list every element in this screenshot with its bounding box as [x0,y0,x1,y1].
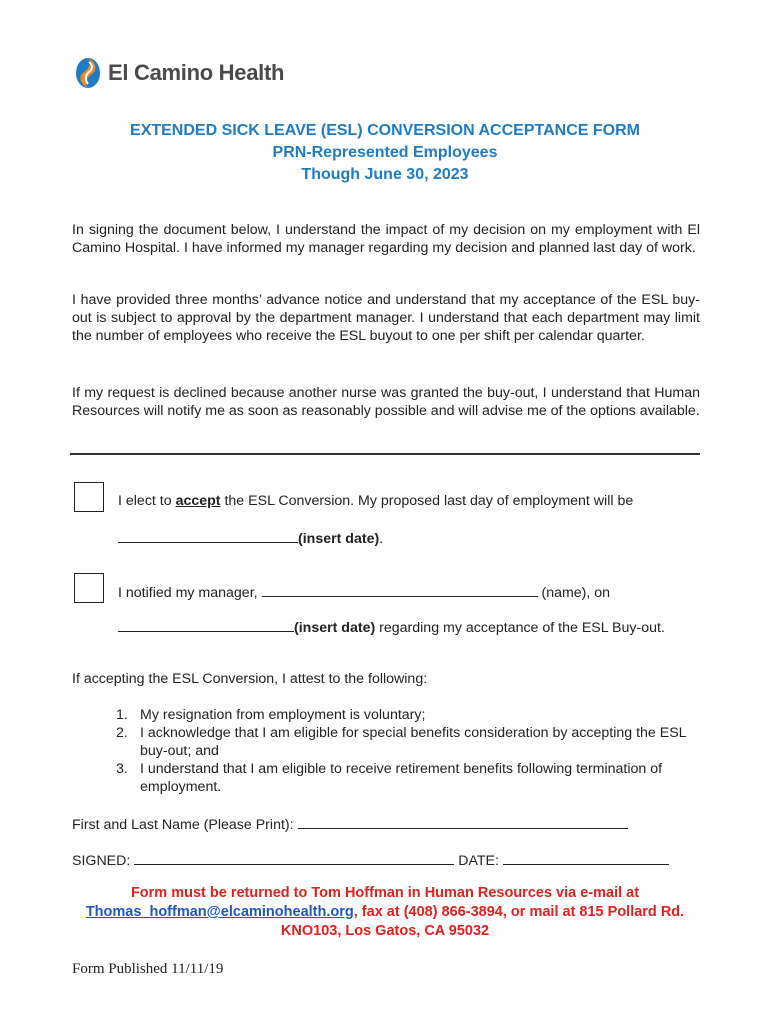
section-divider [70,453,700,455]
notice-line-2: Thomas_hoffman@elcaminohealth.org, fax at (408) 866-3894, or mail at 815 Pollard Rd. [85,904,685,920]
notice-line-1: Form must be returned to Tom Hoffman in Human Resources via e-mail at [130,885,640,901]
signature-field[interactable] [134,850,454,865]
accept-statement: I elect to accept the ESL Conversion. My proposed last day of employment will be [118,493,634,509]
form-title [0,120,770,186]
form-published-footer: Form Published 11/11/19 [72,961,224,977]
title-line-1: EXTENDED SICK LEAVE (ESL) CONVERSION ACCEPTANCE FORM [130,122,640,139]
notified-date-field[interactable] [118,617,294,632]
el-camino-logo-icon [74,56,102,90]
signature-line: SIGNED: DATE: [72,850,669,869]
logo-text: El Camino Health [108,60,285,85]
list-item: 3. I understand that I am eligible to receive retirement benefits following termination of employment. [116,761,663,795]
list-item: 1. My resignation from employment is voluntary; [116,707,426,723]
title-line-2: PRN-Represented Employees [272,144,498,161]
list-item: 2. I acknowledge that I am eligible for special benefits consideration by accepting the ESL buy-out; and [116,725,687,759]
attest-intro: If accepting the ESL Conversion, I attest to the following: [72,671,428,687]
paragraph-impact: In signing the document below, I understand the impact of my decision on my employment with El Camino Hospital. I have informed my manager regarding my decision and planned last day of work. [72,222,700,256]
notice-line-3: KNO103, Los Gatos, CA 95032 [280,923,490,939]
accept-conversion-checkbox[interactable] [74,482,104,512]
return-instructions [0,884,770,941]
last-day-line: (insert date). [118,528,383,548]
paragraph-notice: I have provided three months’ advance notice and understand that my acceptance of the ESL buy-out is subject to approval by the department manager. I understand that each department may limit the number of employees who receive the ESL buyout to one per shift per calendar quarter. [72,292,700,344]
printed-name-line: First and Last Name (Please Print): [72,814,628,833]
printed-name-field[interactable] [298,814,628,829]
manager-notified-statement: I notified my manager, (name), on [118,582,610,602]
manager-name-field[interactable] [262,582,538,597]
email-link[interactable]: Thomas_hoffman@elcaminohealth.org [85,904,354,920]
title-line-3: Though June 30, 2023 [301,166,469,183]
last-day-date-field[interactable] [118,528,298,543]
signature-date-field[interactable] [503,850,669,865]
el-camino-health-logo [74,56,284,90]
manager-notified-checkbox[interactable] [74,573,104,603]
notified-date-line: (insert date) regarding my acceptance of the ESL Buy-out. [118,617,665,637]
attest-list [116,706,706,796]
accept-emphasis: accept [175,493,221,509]
paragraph-declined: If my request is declined because another nurse was granted the buy-out, I understand that Human Resources will notify me as soon as reasonably possible and will advise me of the options available. [72,385,700,419]
